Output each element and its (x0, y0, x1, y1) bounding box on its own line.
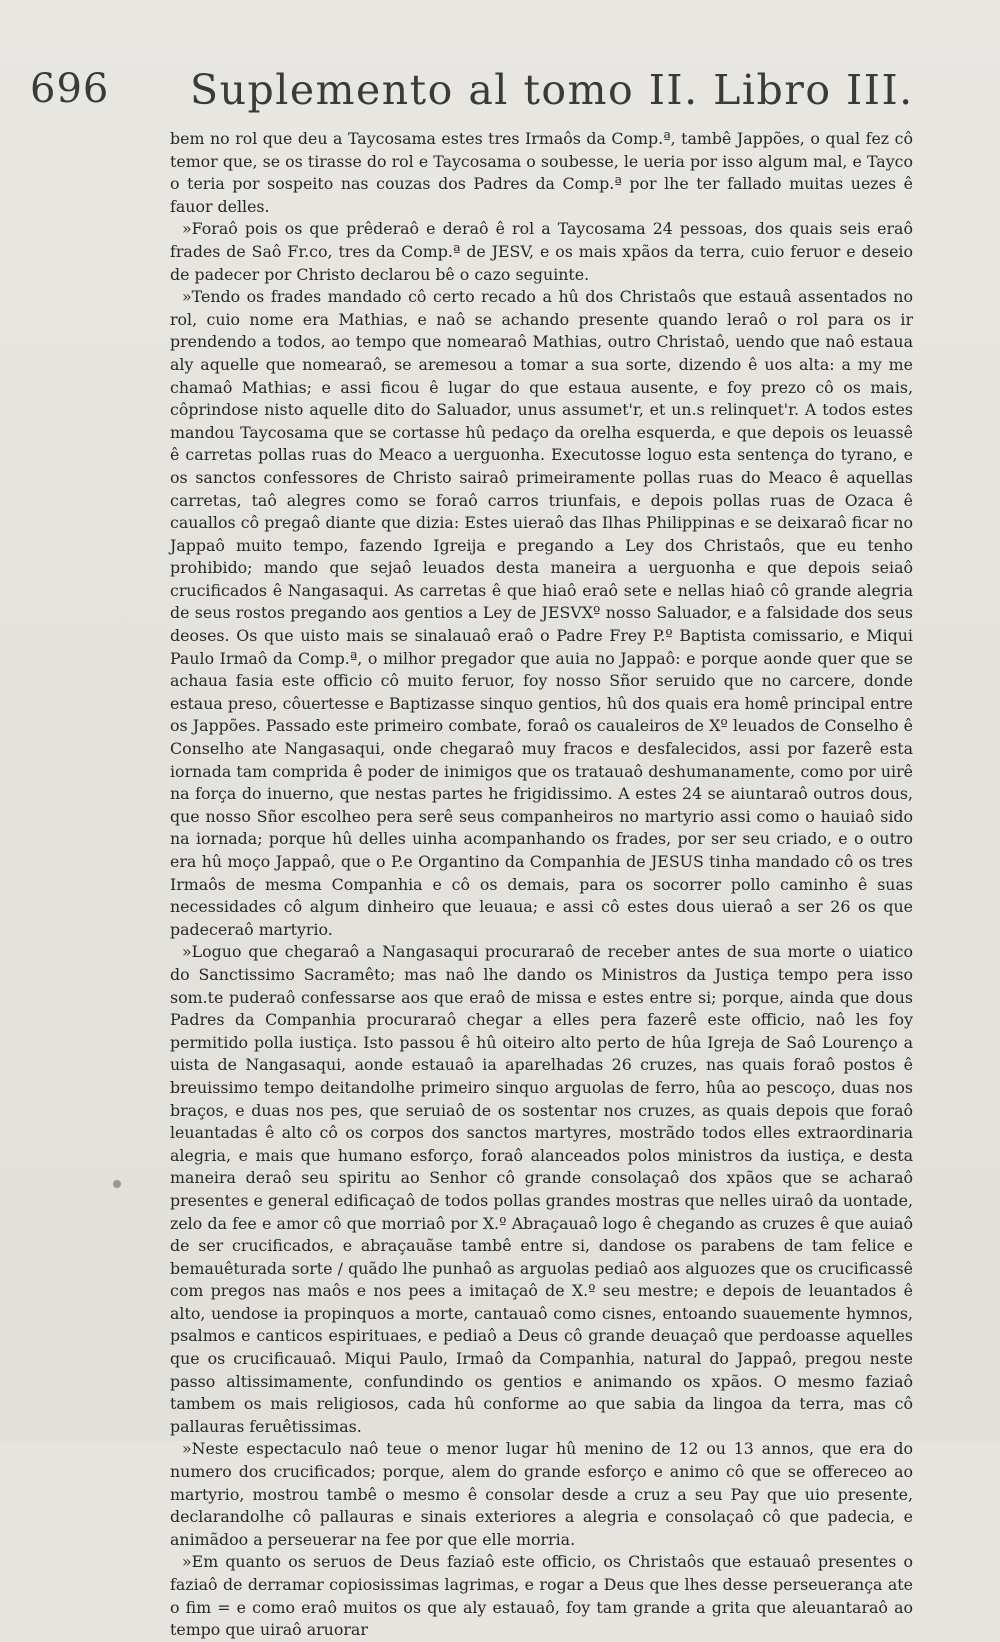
paragraph-2: »Foraô pois os que prêderaô e deraô ê rol a Taycosama 24 pessoas, dos quais seis eraô frades de Saô Fr.co, tres da Comp.ª de JESV, e os mais xpãos da terra, cuio feruor e deseio de padecer por Christo declarou bê o cazo seguinte. (170, 219, 913, 284)
paragraph-5: »Neste espectaculo naô teue o menor lugar hû menino de 12 ou 13 annos, que era do numero dos crucificados; porque, alem do grande esforço e animo cô que se offereceo ao martyrio, mostrou tambê o mesmo ê consolar desde a cruz a seu Pay que uio presente, declarandolhe cô pallauras e sinais exteriores a alegria e consolaçaô cô que padecia, e animãdoo a perseuerar na fee por que elle morria. (170, 1439, 913, 1549)
page-number: 696 (30, 66, 110, 112)
ink-speck (113, 1180, 121, 1188)
body-text (170, 128, 913, 1642)
paragraph-6: »Em quanto os seruos de Deus faziaô este officio, os Christaôs que estauaô presentes o faziaô de derramar copiosissimas lagrimas, e rogar a Deus que lhes desse perseuerança ate o fim = e como eraô muitos os que aly estauaô, foy tam grande a grita que aleuantaraô ao tempo que uiraô aruorar (170, 1552, 913, 1640)
running-title: Suplemento al tomo II. Libro III. (190, 66, 914, 114)
paragraph-4: »Loguo que chegaraô a Nangasaqui procuraraô de receber antes de sua morte o uiatico do Sanctissimo Sacramêto; mas naô lhe dando os Ministros da Justiça tempo pera isso som.te puderaô confessarse aos que eraô de missa e estes entre si; porque, ainda que dous Padres da Companhia procuraraô chegar a elles pera fazerê este officio, naô les foy permitido polla iustiça. Isto passou ê hû oiteiro alto perto de hûa Igreja de Saô Lourenço a uista de Nangasaqui, aonde estauaô ia aparelhadas 26 cruzes, nas quais foraô postos ê breuissimo tempo deitandolhe primeiro sinquo arguolas de ferro, hûa ao pescoço, duas nos braços, e duas nos pes, que seruiaô de os sostentar nos cruzes, as quais depois que foraô leuantadas ê alto cô os corpos dos sanctos martyres, mostrãdo todos elles extraordinaria alegria, e mais que humano esforço, foraô alanceados polos ministros da iustiça, e desta maneira deraô seu spiritu ao Senhor cô grande consolaçaô dos xpãos que se acharaô presentes e general edificaçaô de todos pollas grandes mostras que nelles uiraô da uontade, zelo da fee e amor cô que morriaô por X.º Abraçauaô logo ê chegando as cruzes ê que auiaô de ser crucificados, e abraçauãse tambê entre si, dandose os parabens de tam felice e bemauêturada sorte / quãdo lhe punhaô as arguolas pediaô aos alguozes que os crucificassê com pregos nas maôs e nos pees a imitaçaô de X.º seu mestre; e depois de leuantados ê alto, uendose ia propinquos a morte, cantauaô como cisnes, entoando suauemente hymnos, psalmos e canticos espirituaes, e pediaô a Deus cô grande deuaçaô que perdoasse aquelles que os crucificauaô. Miqui Paulo, Irmaô da Companhia, natural do Jappaô, pregou neste passo altissimamente, confundindo os gentios e animando os xpãos. O mesmo faziaô tambem os mais religiosos, cada hû conforme ao que sabia da lingoa da terra, mas cô pallauras feruêtissimas. (170, 942, 913, 1436)
page-header (0, 66, 1000, 126)
paragraph-1: bem no rol que deu a Taycosama estes tres Irmaôs da Comp.ª, tambê Jappões, o qual fez cô temor que, se os tirasse do rol e Taycosama o soubesse, le ueria por isso algum mal, e Tayco o teria por sospeito nas couzas dos Padres da Comp.ª por lhe ter fallado muitas uezes ê fauor delles. (170, 129, 913, 216)
paragraph-3: »Tendo os frades mandado cô certo recado a hû dos Christaôs que estauâ assentados no rol, cuio nome era Mathias, e naô se achando presente quando leraô o rol para os ir prendendo a todos, ao tempo que nomearaô Mathias, outro Christaô, uendo que naô estaua aly aquelle que nomearaô, se aremesou a tomar a sua sorte, dizendo ê uos alta: a my me chamaô Mathias; e assi ficou ê lugar do que estaua ausente, e foy prezo cô os mais, côprindose nisto aquelle dito do Saluador, unus assumet'r, et un.s relinquet'r. A todos estes mandou Taycosama que se cortasse hû pedaço da orelha esquerda, e que depois os leuassê ê carretas pollas ruas do Meaco a uerguonha. Executosse loguo esta sentença do tyrano, e os sanctos confessores de Christo sairaô primeiramente pollas ruas do Meaco ê aquellas carretas, taô alegres como se foraô carros triunfais, e depois pollas ruas de Ozaca ê cauallos cô pregaô diante que dizia: Estes uieraô das Ilhas Philippinas e se deixaraô ficar no Jappaô muito tempo, fazendo Igreija e pregando a Ley dos Christaôs, que eu tenho prohibido; mando que sejaô leuados desta maneira a uerguonha e que depois seiaô crucificados ê Nangasaqui. As carretas ê que hiaô eraô sete e nellas hiaô cô grande alegria de seus rostos pregando aos gentios a Ley de JESVXº nosso Saluador, e a falsidade dos seus deoses. Os que uisto mais se sinalauaô eraô o Padre Frey P.º Baptista comissario, e Miqui Paulo Irmaô da Comp.ª, o milhor pregador que auia no Jappaô: e porque aonde quer que se achaua fasia este officio cô muito feruor, foy nosso Sñor seruido que no carcere, donde estaua preso, côuertesse e Baptizasse sinquo gentios, hû dos quais era homê principal entre os Jappões. Passado este primeiro combate, foraô os caualeiros de Xº leuados de Conselho ê Conselho ate Nangasaqui, onde chegaraô muy fracos e desfalecidos, assi por fazerê esta iornada tam comprida ê poder de inimigos que os tratauaô deshumanamente, como por uirê na força do inuerno, que nestas partes he frigidissimo. A estes 24 se aiuntaraô outros dous, que nosso Sñor escolheo pera serê seus companheiros no martyrio assi como o hauiaô sido na iornada; porque hû delles uinha acompanhando os frades, por ser seu criado, e o outro era hû moço Jappaô, que o P.e Organtino da Companhia de JESUS tinha mandado cô os tres Irmaôs de mesma Companhia e cô os demais, para os socorrer pollo caminho ê suas necessidades cô algum dinheiro que leuaua; e assi cô estes dous uieraô a ser 26 os que padeceraô martyrio. (170, 287, 913, 939)
